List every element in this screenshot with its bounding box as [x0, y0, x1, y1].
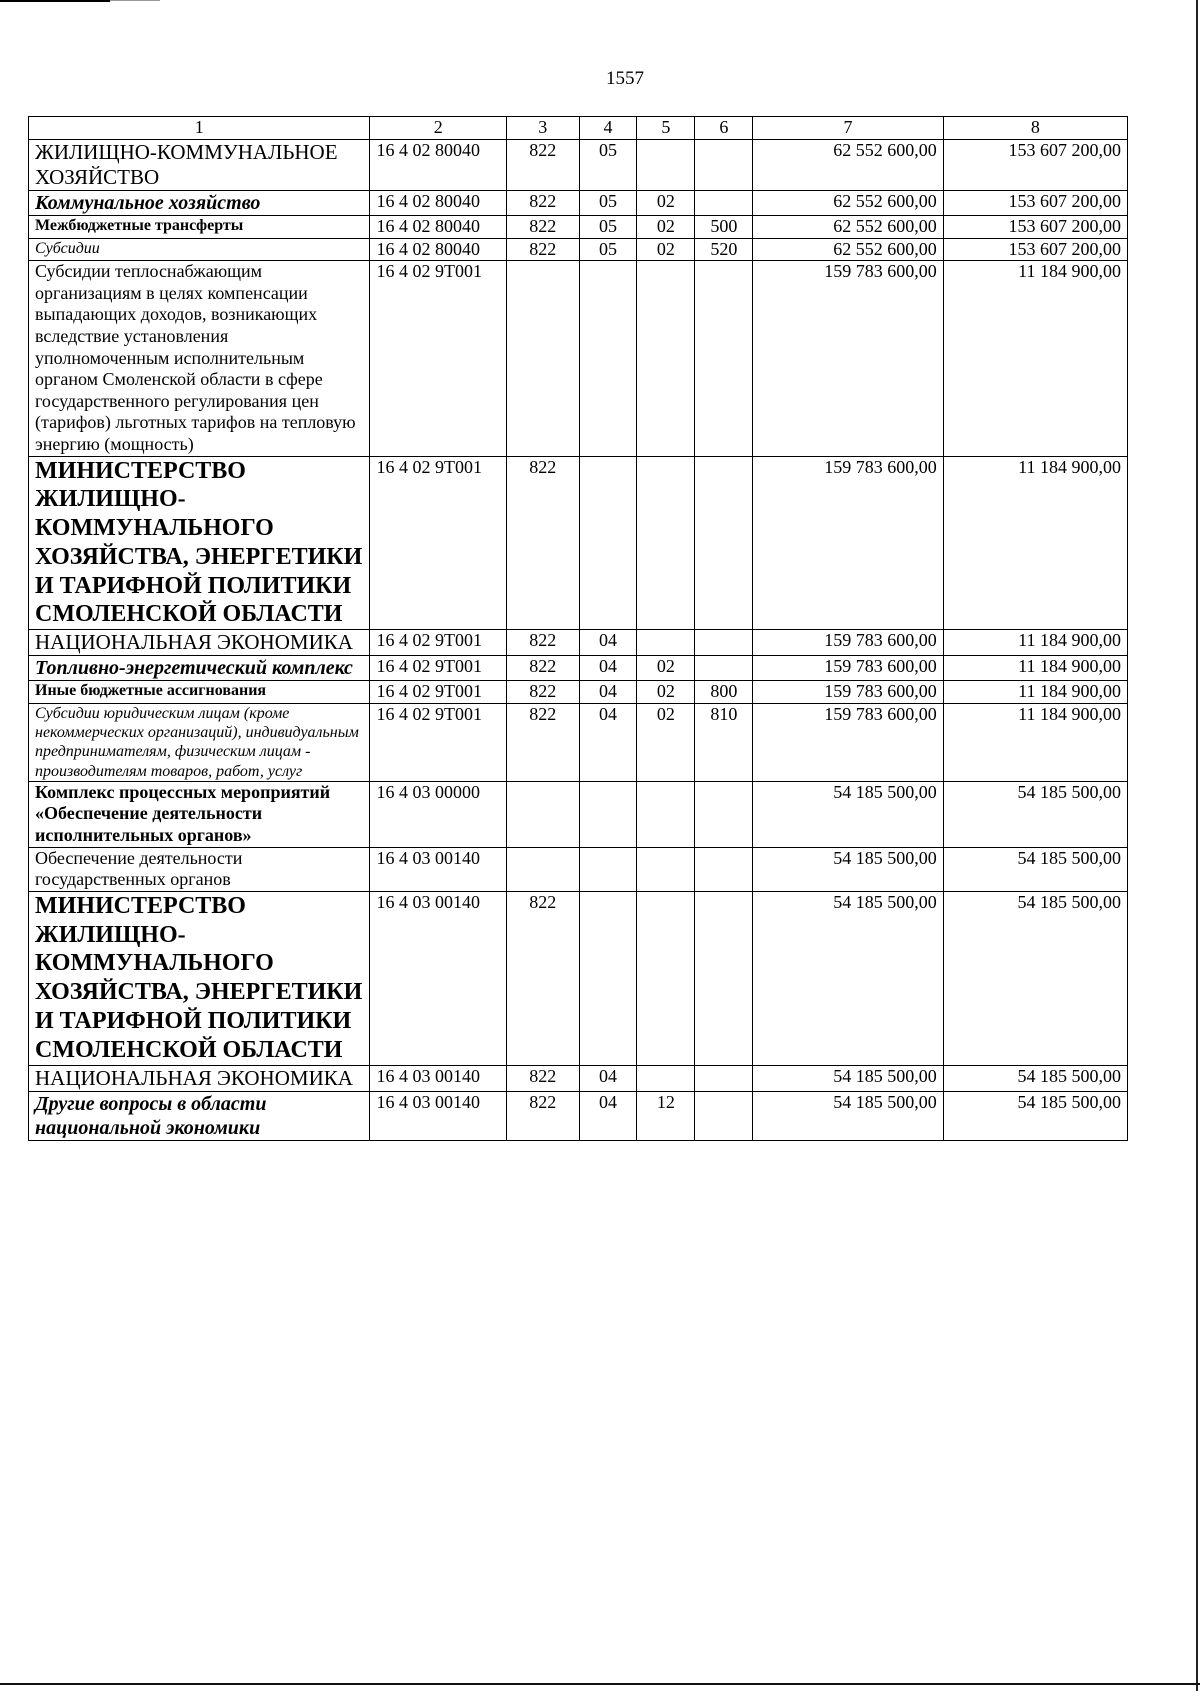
row-col4: 05 — [579, 238, 637, 261]
table-row — [29, 456, 1128, 630]
row-col7: 159 783 600,00 — [753, 456, 943, 630]
row-col3: 822 — [507, 681, 579, 704]
row-col5 — [637, 847, 695, 891]
row-col6: 500 — [695, 215, 753, 238]
row-col8: 11 184 900,00 — [943, 704, 1127, 782]
row-col3: 822 — [507, 656, 579, 681]
row-col6 — [695, 781, 753, 847]
row-col6 — [695, 1065, 753, 1091]
row-name: ЖИЛИЩНО-КОММУНАЛЬНОЕ ХОЗЯЙСТВО — [29, 139, 370, 190]
row-col4 — [579, 261, 637, 456]
row-col4 — [579, 781, 637, 847]
table-row — [29, 656, 1128, 681]
row-col8: 153 607 200,00 — [943, 139, 1127, 190]
row-col8: 11 184 900,00 — [943, 261, 1127, 456]
page-number: 1557 — [606, 68, 644, 89]
scan-mark-faint — [110, 0, 160, 1]
row-col4: 04 — [579, 1065, 637, 1091]
table-row — [29, 215, 1128, 238]
row-col3 — [507, 781, 579, 847]
row-name: Обеспечение деятельности государственных органов — [29, 847, 370, 891]
row-col4 — [579, 456, 637, 630]
table-row — [29, 704, 1128, 782]
row-col6 — [695, 261, 753, 456]
row-name: Межбюджетные трансферты — [29, 215, 370, 238]
row-col4 — [579, 891, 637, 1065]
row-col7: 159 783 600,00 — [753, 261, 943, 456]
row-code: 16 4 02 9Т001 — [370, 261, 507, 456]
header-row — [29, 117, 1128, 140]
column-header: 7 — [753, 117, 943, 140]
row-col6: 800 — [695, 681, 753, 704]
row-col8: 153 607 200,00 — [943, 190, 1127, 215]
page-edge-bottom — [0, 1683, 1200, 1685]
row-code: 16 4 02 9Т001 — [370, 630, 507, 656]
table-row — [29, 1065, 1128, 1091]
row-col8: 54 185 500,00 — [943, 1065, 1127, 1091]
table-row — [29, 238, 1128, 261]
scan-mark — [0, 0, 110, 2]
row-col8: 11 184 900,00 — [943, 630, 1127, 656]
row-code: 16 4 02 9Т001 — [370, 456, 507, 630]
row-col3: 822 — [507, 630, 579, 656]
table-header — [29, 117, 1128, 140]
row-col4: 04 — [579, 656, 637, 681]
row-col3: 822 — [507, 1091, 579, 1140]
row-name: Топливно-энергетический комплекс — [29, 656, 370, 681]
row-col5 — [637, 1065, 695, 1091]
row-col4: 05 — [579, 215, 637, 238]
row-col4 — [579, 847, 637, 891]
row-col8: 54 185 500,00 — [943, 1091, 1127, 1140]
row-code: 16 4 03 00000 — [370, 781, 507, 847]
row-code: 16 4 02 80040 — [370, 238, 507, 261]
row-col7: 62 552 600,00 — [753, 190, 943, 215]
page-edge-right — [1196, 0, 1198, 1691]
row-col3: 822 — [507, 456, 579, 630]
row-col4: 04 — [579, 681, 637, 704]
budget-table — [28, 116, 1128, 1141]
row-col6 — [695, 656, 753, 681]
table-row — [29, 261, 1128, 456]
row-name: НАЦИОНАЛЬНАЯ ЭКОНОМИКА — [29, 630, 370, 656]
row-col4: 04 — [579, 704, 637, 782]
table-row — [29, 630, 1128, 656]
column-header: 1 — [29, 117, 370, 140]
row-col5 — [637, 456, 695, 630]
row-col7: 62 552 600,00 — [753, 215, 943, 238]
row-name: Субсидии теплоснабжающим организациям в целях компенсации выпадающих доходов, возникающих вследствие установления уполномоченным исполнительным органом Смоленской области в сфере государственного регулирования цен (тарифов) льготных тарифов на тепловую энергию (мощность) — [29, 261, 370, 456]
row-col6 — [695, 847, 753, 891]
row-col5: 02 — [637, 681, 695, 704]
row-col6 — [695, 139, 753, 190]
row-name: Коммунальное хозяйство — [29, 190, 370, 215]
row-col3 — [507, 261, 579, 456]
table-row — [29, 139, 1128, 190]
row-code: 16 4 02 80040 — [370, 190, 507, 215]
row-name: МИНИСТЕРСТВО ЖИЛИЩНО-КОММУНАЛЬНОГО ХОЗЯЙСТВА, ЭНЕРГЕТИКИ И ТАРИФНОЙ ПОЛИТИКИ СМОЛЕНСКОЙ ОБЛАСТИ — [29, 891, 370, 1065]
table-body — [29, 139, 1128, 1140]
row-col8: 11 184 900,00 — [943, 456, 1127, 630]
row-col7: 54 185 500,00 — [753, 1065, 943, 1091]
row-col3: 822 — [507, 238, 579, 261]
row-col4: 04 — [579, 630, 637, 656]
table-row — [29, 781, 1128, 847]
column-header: 3 — [507, 117, 579, 140]
row-col7: 54 185 500,00 — [753, 1091, 943, 1140]
table-row — [29, 190, 1128, 215]
row-col8: 153 607 200,00 — [943, 238, 1127, 261]
row-col6: 810 — [695, 704, 753, 782]
row-code: 16 4 03 00140 — [370, 847, 507, 891]
row-col7: 54 185 500,00 — [753, 891, 943, 1065]
column-header: 8 — [943, 117, 1127, 140]
row-col8: 54 185 500,00 — [943, 891, 1127, 1065]
row-code: 16 4 03 00140 — [370, 1091, 507, 1140]
row-col8: 153 607 200,00 — [943, 215, 1127, 238]
column-header: 6 — [695, 117, 753, 140]
row-name: Иные бюджетные ассигнования — [29, 681, 370, 704]
row-col7: 54 185 500,00 — [753, 847, 943, 891]
row-col6: 520 — [695, 238, 753, 261]
row-col5: 02 — [637, 238, 695, 261]
row-col3: 822 — [507, 891, 579, 1065]
row-name: Другие вопросы в области национальной экономики — [29, 1091, 370, 1140]
row-col6 — [695, 891, 753, 1065]
row-col6 — [695, 190, 753, 215]
row-col5 — [637, 139, 695, 190]
row-col5: 12 — [637, 1091, 695, 1140]
row-col6 — [695, 1091, 753, 1140]
row-name: Субсидии юридическим лицам (кроме некоммерческих организаций), индивидуальным предпринимателям, физическим лицам - производителям товаров, работ, услуг — [29, 704, 370, 782]
row-col4: 04 — [579, 1091, 637, 1140]
row-col3: 822 — [507, 139, 579, 190]
row-col5 — [637, 891, 695, 1065]
row-col4: 05 — [579, 190, 637, 215]
row-col3: 822 — [507, 1065, 579, 1091]
row-col7: 159 783 600,00 — [753, 704, 943, 782]
row-col7: 54 185 500,00 — [753, 781, 943, 847]
row-col3: 822 — [507, 215, 579, 238]
row-code: 16 4 03 00140 — [370, 891, 507, 1065]
row-col5: 02 — [637, 656, 695, 681]
row-col8: 11 184 900,00 — [943, 656, 1127, 681]
row-col5 — [637, 630, 695, 656]
table-row — [29, 681, 1128, 704]
table-row — [29, 847, 1128, 891]
row-col7: 159 783 600,00 — [753, 630, 943, 656]
column-header: 5 — [637, 117, 695, 140]
row-col7: 62 552 600,00 — [753, 238, 943, 261]
row-name: Комплекс процессных мероприятий «Обеспечение деятельности исполнительных органов» — [29, 781, 370, 847]
row-col7: 159 783 600,00 — [753, 681, 943, 704]
row-col3: 822 — [507, 190, 579, 215]
row-col4: 05 — [579, 139, 637, 190]
table-row — [29, 1091, 1128, 1140]
row-code: 16 4 02 9Т001 — [370, 704, 507, 782]
row-code: 16 4 02 9Т001 — [370, 656, 507, 681]
row-col3: 822 — [507, 704, 579, 782]
row-code: 16 4 02 9Т001 — [370, 681, 507, 704]
row-col5 — [637, 781, 695, 847]
row-col5: 02 — [637, 215, 695, 238]
column-header: 4 — [579, 117, 637, 140]
row-col6 — [695, 630, 753, 656]
row-col5: 02 — [637, 190, 695, 215]
table-row — [29, 891, 1128, 1065]
row-code: 16 4 03 00140 — [370, 1065, 507, 1091]
row-name: НАЦИОНАЛЬНАЯ ЭКОНОМИКА — [29, 1065, 370, 1091]
row-col6 — [695, 456, 753, 630]
row-col8: 11 184 900,00 — [943, 681, 1127, 704]
row-col5: 02 — [637, 704, 695, 782]
row-name: МИНИСТЕРСТВО ЖИЛИЩНО-КОММУНАЛЬНОГО ХОЗЯЙСТВА, ЭНЕРГЕТИКИ И ТАРИФНОЙ ПОЛИТИКИ СМОЛЕНСКОЙ ОБЛАСТИ — [29, 456, 370, 630]
row-name: Субсидии — [29, 238, 370, 261]
row-col8: 54 185 500,00 — [943, 781, 1127, 847]
row-code: 16 4 02 80040 — [370, 215, 507, 238]
row-col7: 62 552 600,00 — [753, 139, 943, 190]
column-header: 2 — [370, 117, 507, 140]
row-col5 — [637, 261, 695, 456]
row-col8: 54 185 500,00 — [943, 847, 1127, 891]
row-col7: 159 783 600,00 — [753, 656, 943, 681]
row-code: 16 4 02 80040 — [370, 139, 507, 190]
row-col3 — [507, 847, 579, 891]
